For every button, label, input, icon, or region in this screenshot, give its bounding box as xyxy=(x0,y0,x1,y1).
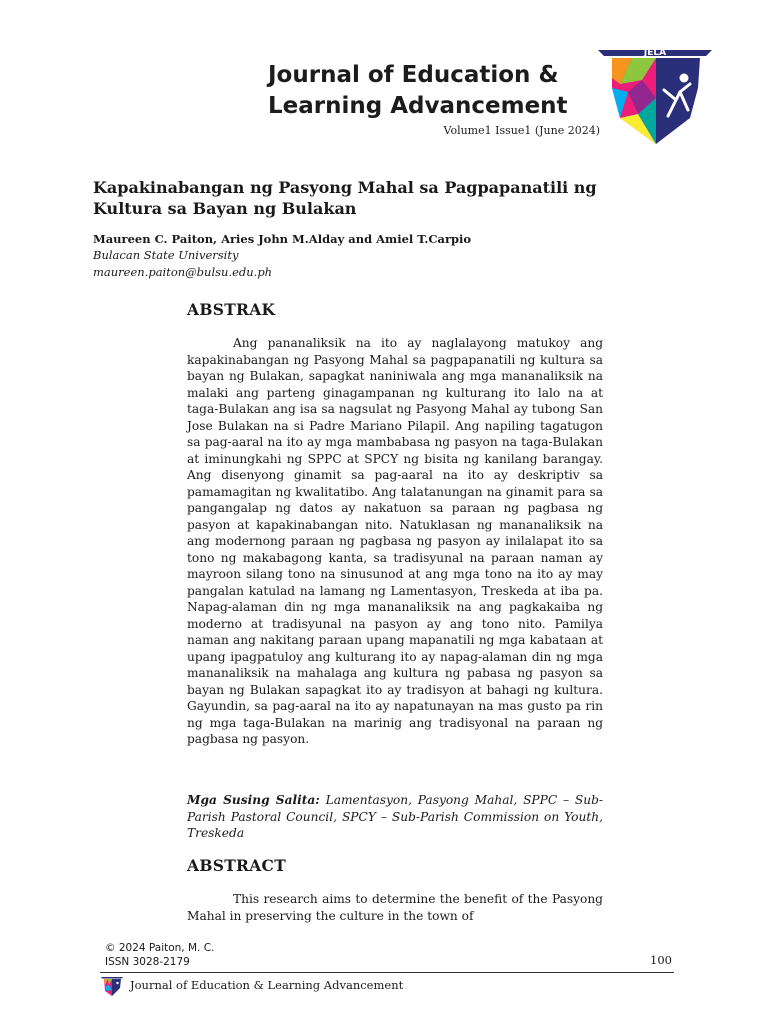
authors: Maureen C. Paiton, Aries John M.Alday and Amiel T.Carpio xyxy=(93,232,472,246)
keywords-label: Mga Susing Salita: xyxy=(187,793,320,807)
abstract-heading: ABSTRACT xyxy=(187,856,287,875)
journal-title xyxy=(268,60,608,122)
page-number: 100 xyxy=(650,953,672,967)
abstrak-body: Ang pananaliksik na ito ay naglalayong matukoy ang kapakinabangan ng Pasyong Mahal sa pagpapanatili ng kultura sa bayan ng Bulakan, sapagkat naniniwala ang mga mananaliksik na malaki ang parteng ginagampanan ng kulturang ito lalo na at taga-Bulakan ang isa sa nagsulat ng Pasyong Mahal ay tubong San Jose Bulakan na si Padre Mariano Pilapil. Ang napiling tagatugon sa pag-aaral na ito ay mga mambabasa ng pasyon na taga-Bulakan at iminungkahi ng SPPC at SPCY ng bisita ng kanilang barangay. Ang disenyong ginamit sa pag-aaral na ito ay deskriptiv sa pamamagitan ng kwalitatibo. Ang talatanungan na ginamit para sa pangangalap ng datos ay nakatuon sa paraan ng pagbasa ng pasyon at kapakinabangan nito. Natuklasan ng mananaliksik na ang modernong paraan ng pagbasa ng pasyon ay inilalapat ito sa tono ng makabagong kanta, sa tradisyunal na paraan naman ay mayroon silang tono na sinusunod at ang mga tono na ito ay may pangalan katulad na lamang ng Lamentasyon, Treskeda at iba pa. Napag-alaman din ng mga mananaliksik na ang pagkakaiba ng moderno at tradisyunal na pasyon ay ang tono nito. Pamilya naman ang nakitang paraan upang mapanatili ng mga kabataan at upang ipagpatuloy ang kulturang ito ay napag-alaman din ng mga mananaliksik na mahalaga ang kultura ng pabasa ng pasyon sa bayan ng Bulakan sapagkat ito ay tradisyon at bahagi ng kultura. Gayundin, sa pag-aaral na ito ay napatunayan na mas gusto pa rin ng mga taga-Bulakan na marinig ang tradisyonal na paraan ng pagbasa ng pasyon. xyxy=(187,336,603,746)
footer-issn: ISSN 3028-2179 xyxy=(105,956,190,968)
paper-title: Kapakinabangan ng Pasyong Mahal sa Pagpapanatili ng Kultura sa Bayan ng Bulakan xyxy=(93,178,597,218)
jela-logo-icon xyxy=(598,44,712,144)
footer-copyright: © 2024 Paiton, M. C. xyxy=(105,942,215,954)
keywords xyxy=(187,792,603,842)
footer-copyright-block xyxy=(105,941,214,969)
author-email: maureen.paiton@bulsu.edu.ph xyxy=(93,265,273,279)
footer-journal-name: Journal of Education & Learning Advancement xyxy=(130,978,404,992)
jela-logo-text: JELA xyxy=(643,48,667,58)
footer-divider xyxy=(100,972,674,973)
abstract-body: This research aims to determine the benefit of the Pasyong Mahal in preserving the culture in the town of xyxy=(187,892,603,923)
jela-footer-logo-icon xyxy=(101,976,123,996)
affiliation: Bulacan State University xyxy=(93,248,239,262)
abstrak-heading: ABSTRAK xyxy=(187,300,276,319)
volume-issue: Volume1 Issue1 (June 2024) xyxy=(443,124,600,137)
keywords-text: Lamentasyon, Pasyong Mahal, SPPC – Sub-Parish Pastoral Council, SPCY – Sub-Parish Commission on Youth, Treskeda xyxy=(187,793,604,840)
journal-title-line1: Journal of Education & xyxy=(268,62,559,88)
journal-title-line2: Learning Advancement xyxy=(268,93,568,119)
